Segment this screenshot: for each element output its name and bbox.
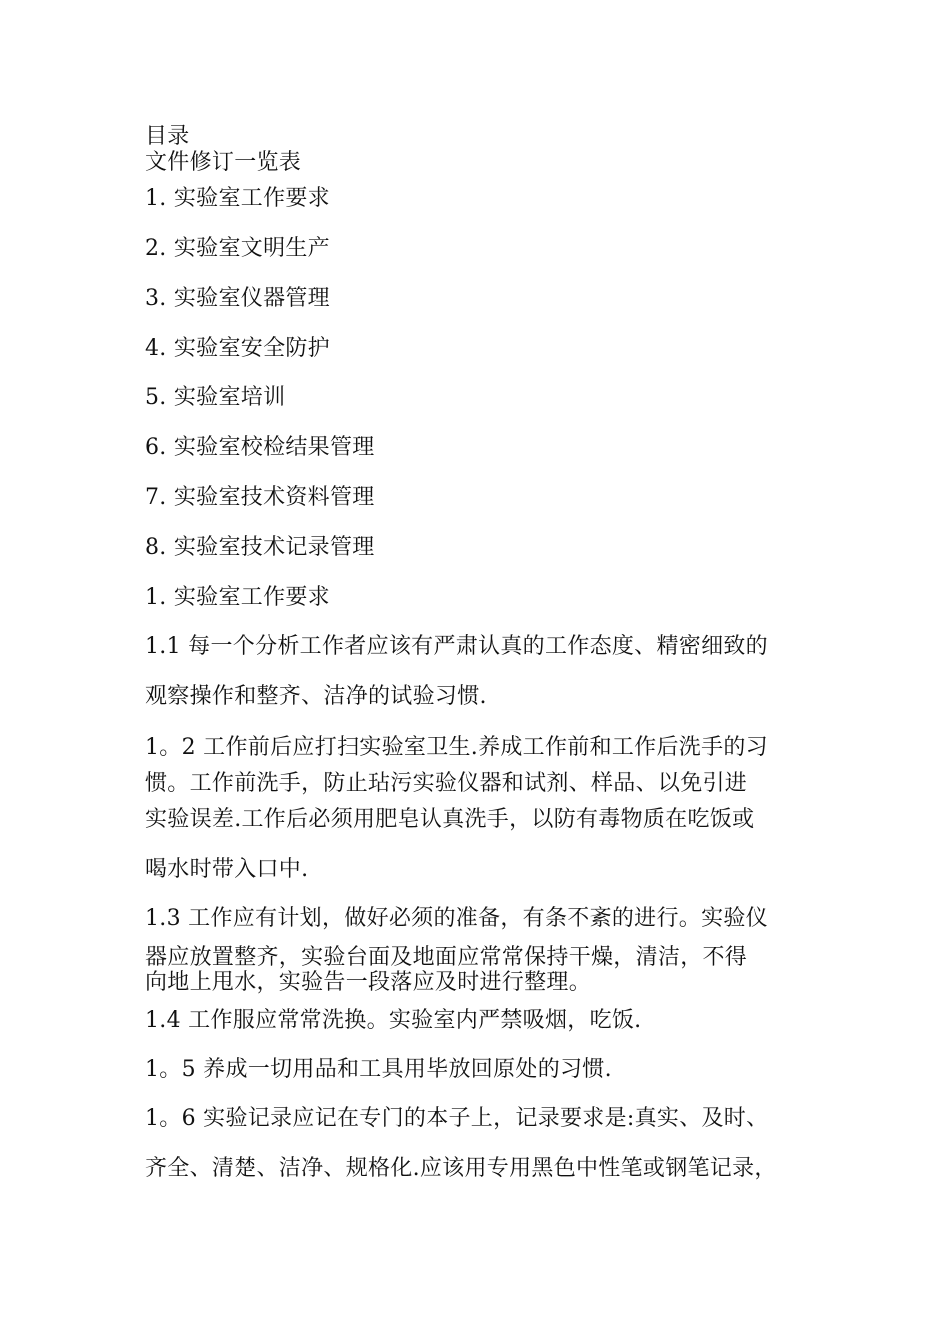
- paragraph-line: 1.3 工作应有计划，做好必须的准备，有条不紊的进行。实验仪: [145, 906, 768, 931]
- paragraph-line: 1。5 养成一切用品和工具用毕放回原处的习惯.: [145, 1057, 612, 1082]
- toc-item: 7. 实验室技术资料管理: [145, 485, 375, 510]
- toc-item: 4. 实验室安全防护: [145, 336, 330, 361]
- toc-item: 1. 实验室工作要求: [145, 186, 330, 211]
- toc-heading: 目录: [145, 124, 190, 149]
- paragraph-line: 器应放置整齐，实验台面及地面应常常保持干燥，清洁，不得: [145, 945, 748, 970]
- toc-item: 5. 实验室培训: [145, 385, 286, 410]
- paragraph-line: 1。6 实验记录应记在专门的本子上，记录要求是:真实、及时、: [145, 1106, 769, 1131]
- paragraph-line: 观察操作和整齐、洁净的试验习惯.: [145, 684, 487, 709]
- paragraph-line: 1。2 工作前后应打扫实验室卫生.养成工作前和工作后洗手的习: [145, 735, 768, 760]
- revision-table-title: 文件修订一览表: [145, 150, 302, 175]
- toc-item: 2. 实验室文明生产: [145, 236, 330, 261]
- paragraph-line: 喝水时带入口中.: [145, 857, 309, 882]
- paragraph-line: 惯。工作前洗手，防止玷污实验仪器和试剂、样品、以免引进: [145, 771, 748, 796]
- paragraph-line: 1.1 每一个分析工作者应该有严肃认真的工作态度、精密细致的: [145, 634, 768, 659]
- paragraph-line: 向地上甩水，实验告一段落应及时进行整理。: [145, 970, 592, 995]
- toc-item: 8. 实验室技术记录管理: [145, 535, 375, 560]
- paragraph-line: 齐全、清楚、洁净、规格化.应该用专用黑色中性笔或钢笔记录，: [145, 1156, 777, 1181]
- toc-item: 6. 实验室校检结果管理: [145, 435, 375, 460]
- section-heading: 1. 实验室工作要求: [145, 585, 330, 610]
- paragraph-line: 1.4 工作服应常常洗换。实验室内严禁吸烟，吃饭.: [145, 1008, 642, 1033]
- toc-item: 3. 实验室仪器管理: [145, 286, 330, 311]
- paragraph-line: 实验误差.工作后必须用肥皂认真洗手，以防有毒物质在吃饭或: [145, 807, 755, 832]
